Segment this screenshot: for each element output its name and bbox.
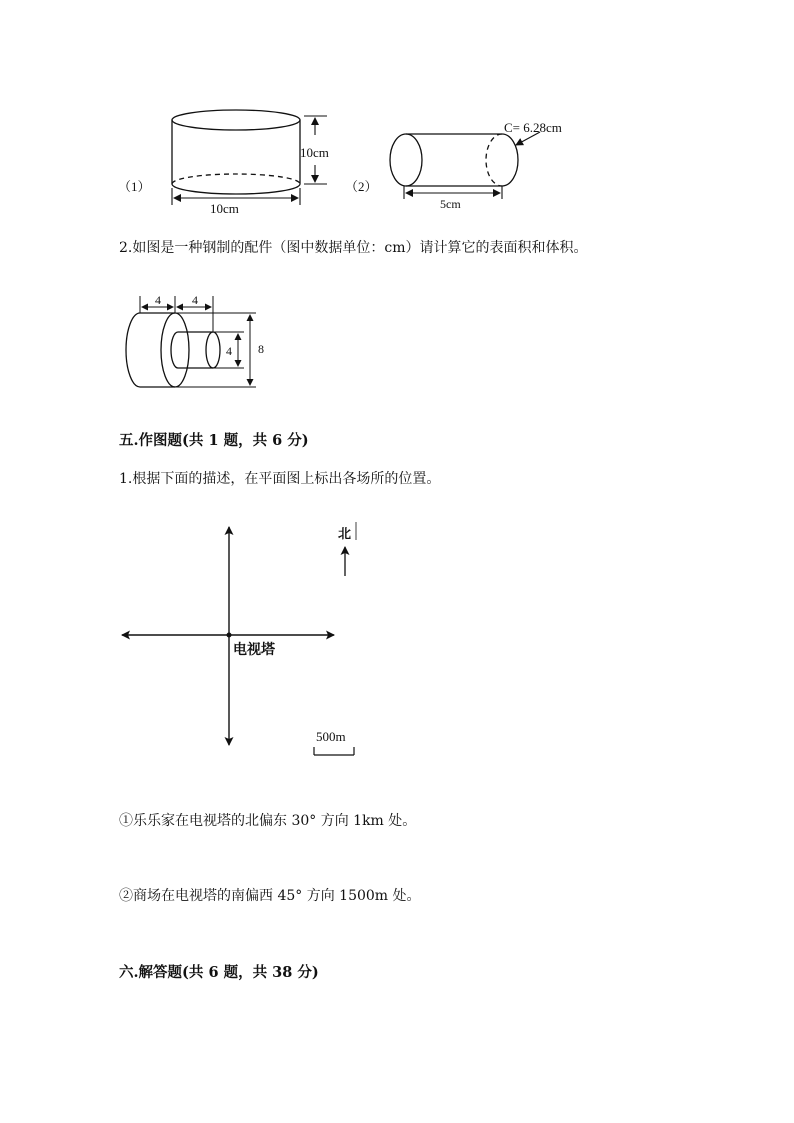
steel-part-figure bbox=[0, 285, 794, 395]
cylinder-figures bbox=[0, 0, 794, 225]
cylinder-1 bbox=[172, 110, 300, 194]
section-5-question-1: 1.根据下面的描述，在平面图上标出各场所的位置。 bbox=[119, 471, 441, 487]
dim-big-diameter-label: 8 bbox=[258, 342, 264, 356]
map-figure bbox=[0, 515, 794, 760]
dim-small-diameter-label: 4 bbox=[226, 344, 232, 358]
height-dim-label: 10cm bbox=[300, 145, 329, 160]
section-6-heading: 六.解答题(共 6 题，共 38 分) bbox=[119, 964, 319, 981]
north-label: 北 bbox=[338, 526, 352, 541]
circumference-label: C= 6.28cm bbox=[504, 120, 562, 135]
cylinder-1-label: （1） bbox=[118, 179, 151, 194]
item-2-text: ②商场在电视塔的南偏西 45° 方向 1500m 处。 bbox=[119, 888, 421, 904]
width-dim-label: 10cm bbox=[210, 201, 239, 216]
question-2-text: 2.如图是一种钢制的配件（图中数据单位：cm）请计算它的表面积和体积。 bbox=[119, 240, 588, 256]
tv-tower-label: 电视塔 bbox=[233, 643, 275, 658]
tv-tower-point bbox=[227, 633, 232, 638]
scale-bar bbox=[314, 747, 354, 755]
item-1-text: ①乐乐家在电视塔的北偏东 30° 方向 1km 处。 bbox=[119, 813, 417, 829]
scale-label: 500m bbox=[316, 729, 346, 744]
part-dimension-lines bbox=[140, 296, 256, 387]
cylinder-2 bbox=[390, 134, 518, 186]
cylinder-2-label: （2） bbox=[345, 179, 378, 194]
section-5-heading: 五.作图题(共 1 题，共 6 分) bbox=[119, 432, 309, 449]
length-dim-label: 5cm bbox=[440, 197, 461, 211]
dim-left-label: 4 bbox=[155, 293, 161, 307]
dim-right-label: 4 bbox=[192, 293, 198, 307]
